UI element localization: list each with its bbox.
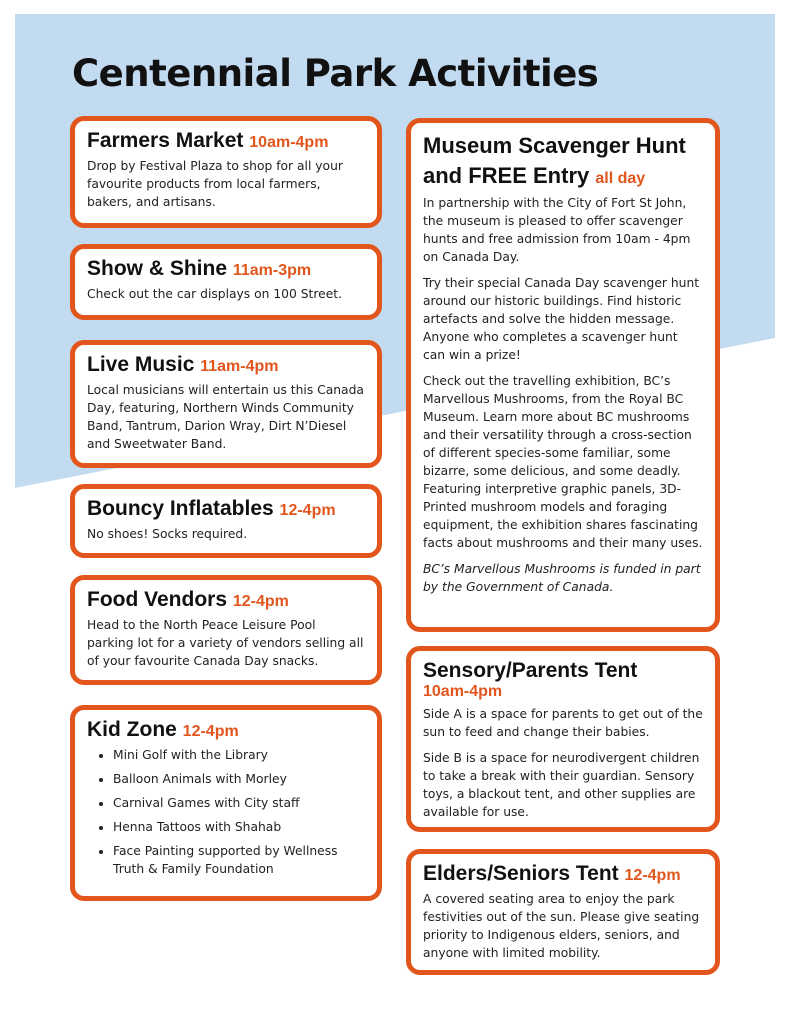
- card-food-vendors: [70, 575, 382, 685]
- activity-name: Bouncy Inflatables: [87, 497, 274, 520]
- activity-time: 12-4pm: [232, 593, 289, 610]
- card-bouncy-inflatables: [70, 484, 382, 558]
- activity-description: Head to the North Peace Leisure Pool parking lot for a variety of vendors selling all of your favourite Canada Day snacks.: [87, 618, 364, 669]
- card-heading: [87, 129, 365, 153]
- card-live-music: [70, 340, 382, 468]
- activity-description: Local musicians will entertain us this Canada Day, featuring, Northern Winds Community Band, Tantrum, Darion Wray, Dirt N’Diesel and Sweetwater Band.: [87, 383, 364, 452]
- card-heading: [423, 862, 703, 886]
- activity-name: Food Vendors: [87, 588, 228, 611]
- card-elders-tent: [406, 849, 720, 975]
- card-kid-zone: [70, 705, 382, 901]
- museum-paragraph: In partnership with the City of Fort St John, the museum is pleased to offer scavenger hunts and free admission from 10am - 4pm on Canada Day.: [423, 196, 691, 265]
- card-heading: [87, 353, 365, 377]
- activity-time: all day: [595, 169, 646, 187]
- card-heading: [87, 497, 365, 521]
- card-heading: [87, 588, 365, 612]
- sensory-paragraph: Side B is a space for neurodivergent children to take a break with their guardian. Sensory toys, a blackout tent, and other supplies are available for use.: [423, 751, 700, 820]
- card-heading: [87, 718, 365, 742]
- card-heading: [423, 659, 703, 683]
- activity-description: Check out the car displays on 100 Street.: [87, 287, 342, 302]
- activity-name: Show & Shine: [87, 257, 228, 280]
- activity-time: 10am-4pm: [249, 134, 329, 151]
- activity-name: Museum Scavenger Hunt and FREE Entry: [423, 133, 686, 188]
- list-item: • Henna Tattoos with Shahab: [113, 818, 365, 836]
- activity-name: Sensory/Parents Tent: [423, 659, 638, 682]
- kid-zone-list: [87, 746, 365, 878]
- activity-name: Farmers Market: [87, 129, 244, 152]
- card-show-shine: [70, 244, 382, 320]
- activity-time: 12-4pm: [279, 502, 336, 519]
- activity-description: Drop by Festival Plaza to shop for all your favourite products from local farmers, bakers, and artisans.: [87, 159, 343, 210]
- card-heading: [423, 131, 703, 190]
- museum-paragraph: Check out the travelling exhibition, BC’s Marvellous Mushrooms, from the Royal BC Museum. Learn more about BC mushrooms and their versatility through a cross-section of different species-some familiar, some bizarre, some delicious, and some deadly. Featuring interpretive graphic panels, 3D-Printed mushroom models and foraging equipment, the exhibition shares fascinating facts about mushrooms and their many uses.: [423, 374, 703, 551]
- activity-description: No shoes! Socks required.: [87, 527, 248, 542]
- list-item: • Mini Golf with the Library: [113, 746, 365, 764]
- sensory-paragraph: Side A is a space for parents to get out of the sun to feed and change their babies.: [423, 707, 703, 740]
- page-title: Centennial Park Activities: [72, 52, 599, 95]
- funding-note: BC’s Marvellous Mushrooms is funded in part by the Government of Canada.: [423, 562, 701, 595]
- activity-time: 11am-3pm: [232, 262, 312, 279]
- card-heading: [87, 257, 365, 281]
- card-farmers-market: [70, 116, 382, 228]
- card-museum: [406, 118, 720, 632]
- activity-time: 10am-4pm: [423, 683, 503, 701]
- museum-paragraph: Try their special Canada Day scavenger hunt around our historic buildings. Find historic artefacts and solve the hidden message. Anyone who completes a scavenger hunt can win a prize!: [423, 276, 700, 363]
- list-item: • Carnival Games with City staff: [113, 794, 365, 812]
- activity-time: 12-4pm: [624, 867, 681, 884]
- list-item: • Face Painting supported by Wellness Truth & Family Foundation: [113, 842, 365, 878]
- activity-name: Live Music: [87, 353, 195, 376]
- list-item: • Balloon Animals with Morley: [113, 770, 365, 788]
- card-sensory-tent: [406, 646, 720, 832]
- activity-name: Elders/Seniors Tent: [423, 862, 619, 885]
- activity-time: 12-4pm: [182, 723, 239, 740]
- activity-time: 11am-4pm: [200, 358, 279, 375]
- activity-description: A covered seating area to enjoy the park festivities out of the sun. Please give seating priority to Indigenous elders, seniors, and anyone with limited mobility.: [423, 892, 700, 961]
- activity-name: Kid Zone: [87, 718, 177, 741]
